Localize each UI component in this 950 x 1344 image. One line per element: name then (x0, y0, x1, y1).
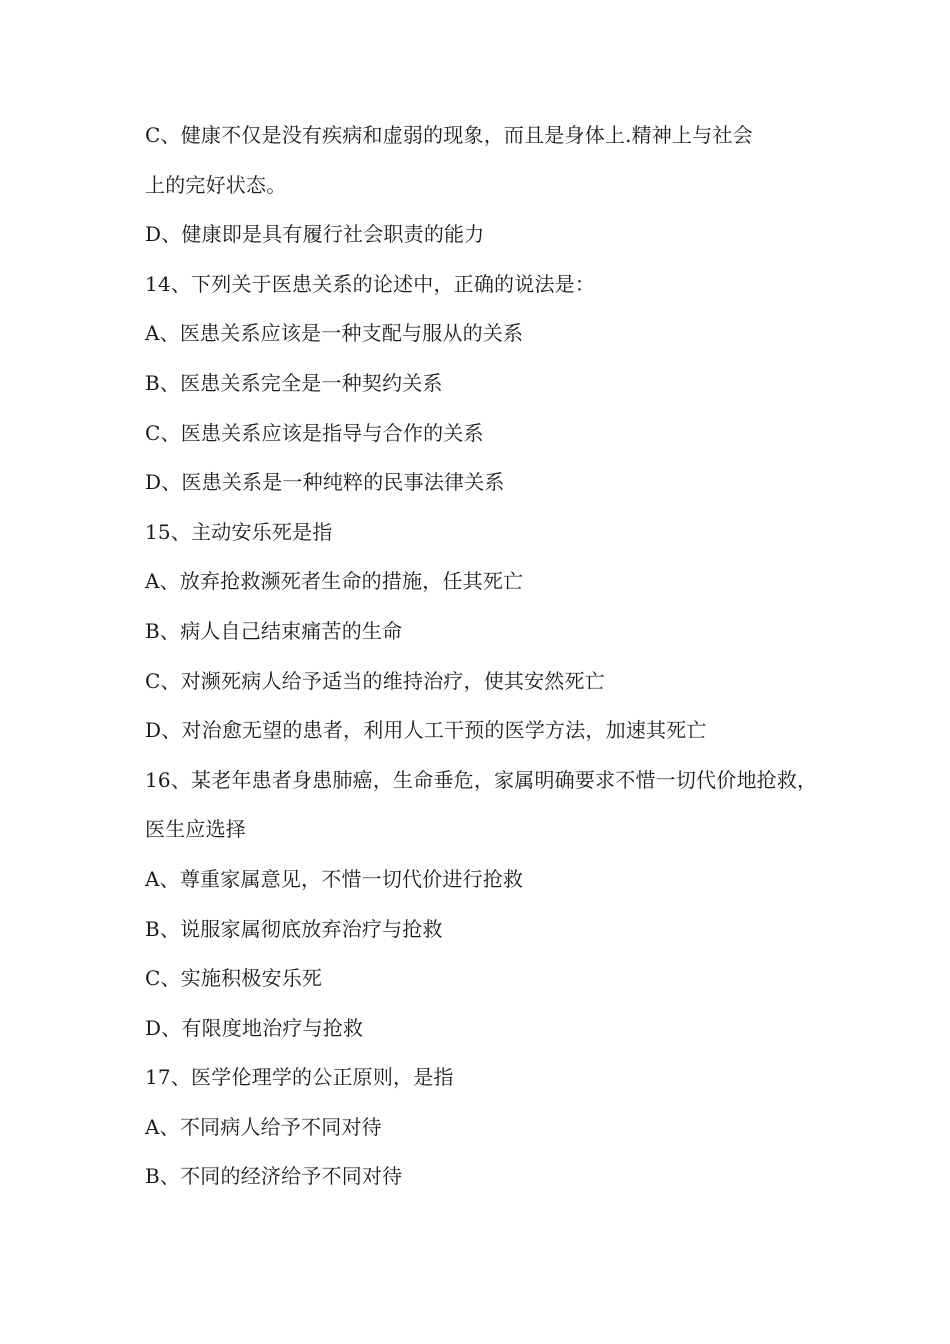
question-16-line-1: 16、某老年患者身患肺癌，生命垂危，家属明确要求不惜一切代价地抢救， (145, 767, 818, 792)
option-15-b: B、病人自己结束痛苦的生命 (145, 618, 403, 643)
option-13-c-line-1: C、健康不仅是没有疾病和虚弱的现象，而且是身体上.精神上与社会 (145, 123, 753, 147)
option-13-d: D、健康即是具有履行社会职责的能力 (145, 222, 485, 247)
question-14: 14、下列关于医患关系的论述中，正确的说法是： (145, 271, 596, 296)
option-13-c-line-2: 上的完好状态。 (145, 172, 287, 197)
option-15-d: D、对治愈无望的患者，利用人工干预的医学方法，加速其死亡 (145, 718, 707, 743)
option-16-a: A、尊重家属意见，不惜一切代价进行抢救 (145, 866, 524, 891)
question-16-line-2: 医生应选择 (145, 817, 246, 842)
option-15-c: C、对濒死病人给予适当的维持治疗，使其安然死亡 (145, 668, 605, 693)
option-14-b: B、医患关系完全是一种契约关系 (145, 370, 443, 395)
option-17-a: A、不同病人给予不同对待 (145, 1114, 382, 1139)
option-14-d: D、医患关系是一种纯粹的民事法律关系 (145, 470, 505, 495)
question-17: 17、医学伦理学的公正原则，是指 (145, 1065, 454, 1090)
option-15-a: A、放弃抢救濒死者生命的措施，任其死亡 (145, 569, 524, 594)
document-body (145, 115, 818, 1206)
question-15: 15、主动安乐死是指 (145, 519, 333, 544)
option-14-c: C、医患关系应该是指导与合作的关系 (145, 420, 484, 445)
option-16-d: D、有限度地治疗与抢救 (145, 1015, 364, 1040)
option-17-b: B、不同的经济给予不同对待 (145, 1164, 403, 1189)
option-16-c: C、实施积极安乐死 (145, 966, 323, 991)
option-14-a: A、医患关系应该是一种支配与服从的关系 (145, 321, 524, 346)
option-16-b: B、说服家属彻底放弃治疗与抢救 (145, 916, 443, 941)
